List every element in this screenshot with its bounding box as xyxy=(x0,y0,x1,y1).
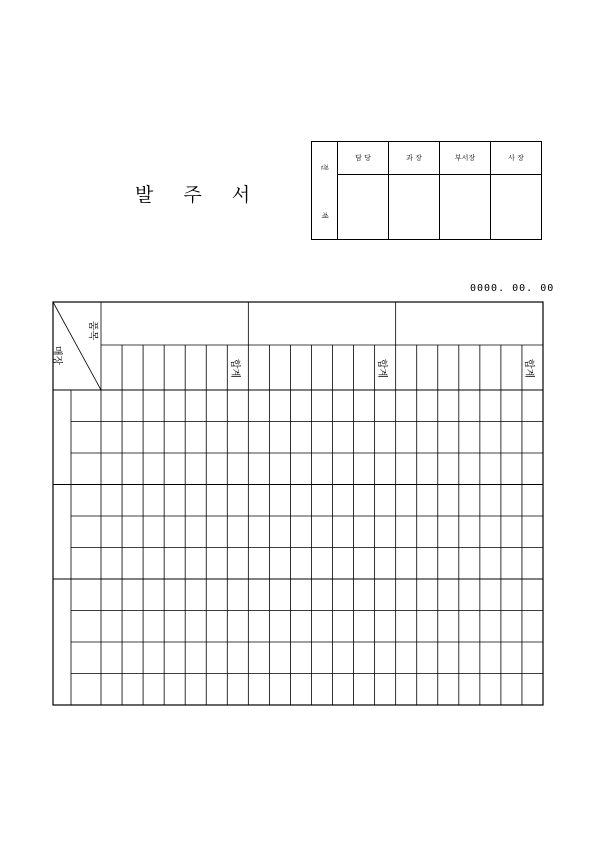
document-date: 0000. 00. 00 xyxy=(470,283,555,294)
approval-side-bottom: 재 xyxy=(320,211,329,218)
approval-side-top: 결 xyxy=(320,163,329,170)
approval-col-staff: 담 당 xyxy=(338,142,389,175)
corner-label-item: 품목 xyxy=(87,320,99,341)
approval-col-president: 사 장 xyxy=(491,142,542,175)
corner-label-store: 매장 xyxy=(51,345,63,366)
total-label: 합계 xyxy=(228,358,240,378)
total-label: 합계 xyxy=(523,358,535,378)
approval-col-manager: 과 장 xyxy=(389,142,440,175)
grid-border xyxy=(53,302,543,705)
approval-col-dept-head: 부서장 xyxy=(440,142,491,175)
document-title: 발 주 서 xyxy=(135,184,263,206)
total-label: 합계 xyxy=(376,358,388,378)
